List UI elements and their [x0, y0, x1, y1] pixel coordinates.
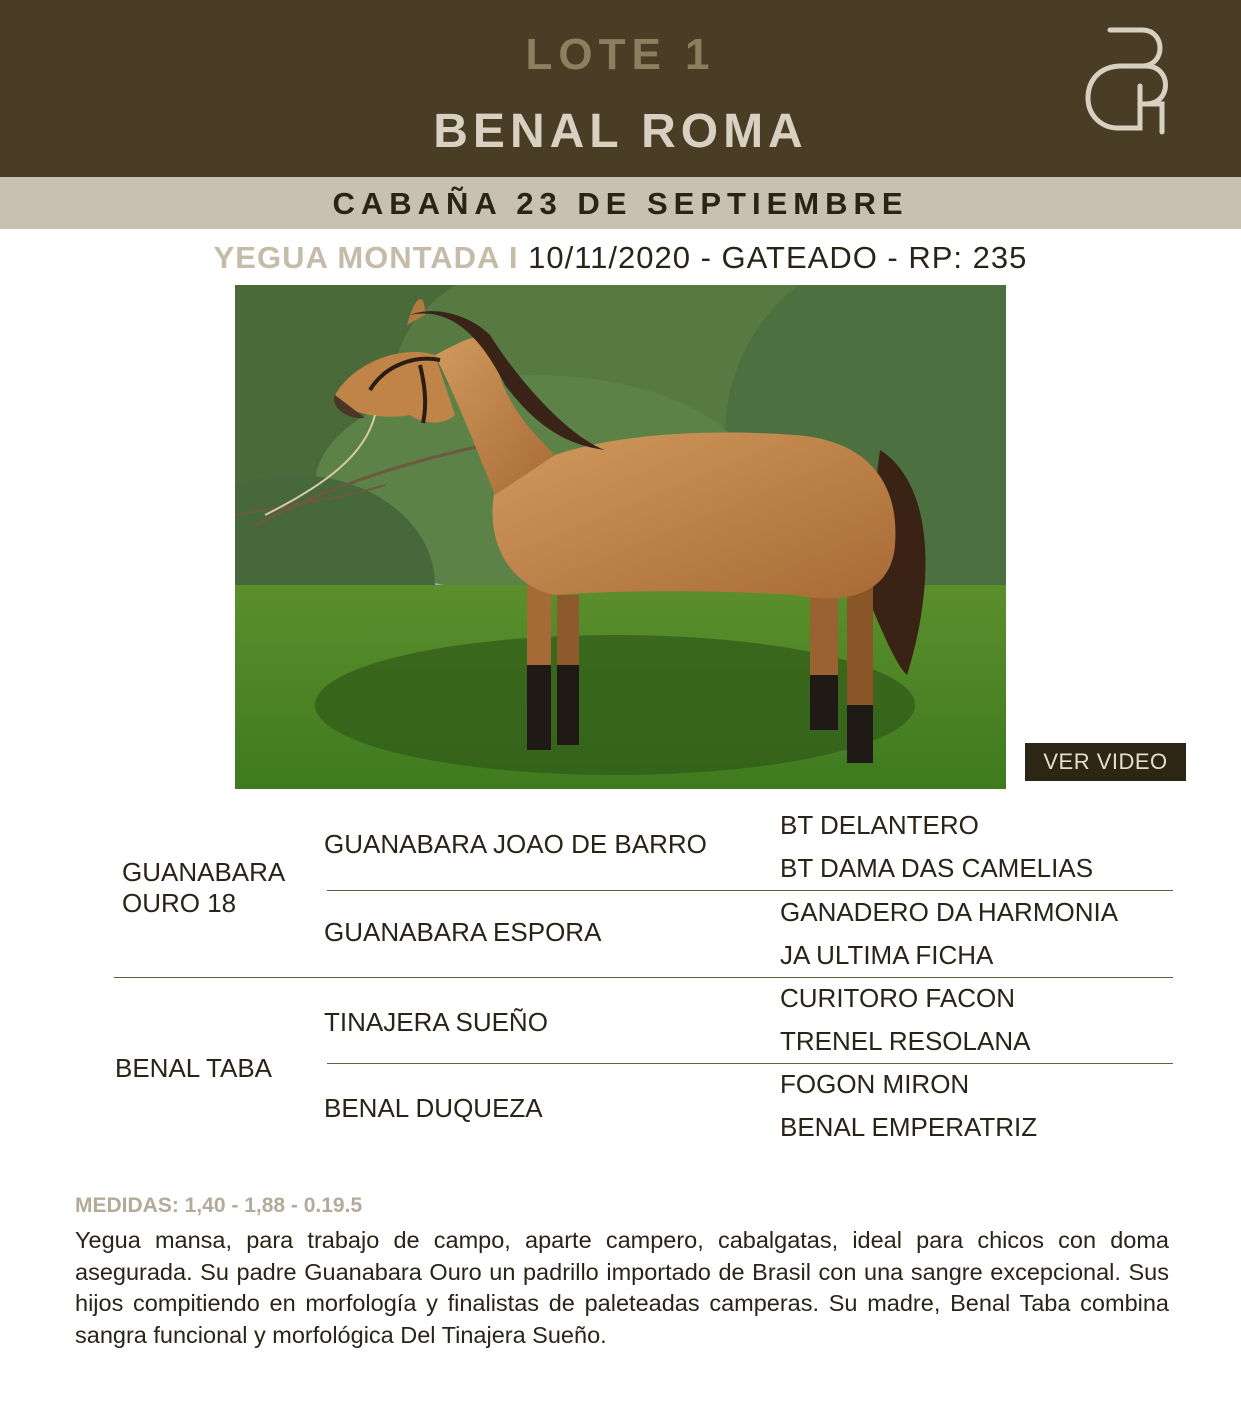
gb-monogram-icon [1080, 24, 1175, 136]
pedigree-grandparent: JA ULTIMA FICHA [780, 940, 994, 970]
pedigree-grandparent: BT DAMA DAS CAMELIAS [780, 853, 1094, 883]
pedigree-divider [327, 890, 1173, 891]
horse-photo [235, 285, 1006, 789]
pedigree-grandparent: BT DELANTERO [780, 810, 979, 840]
ver-video-button[interactable]: VER VIDEO [1025, 743, 1186, 781]
measurements: MEDIDAS: 1,40 - 1,88 - 0.19.5 [75, 1194, 363, 1217]
lot-number: LOTE 1 [525, 30, 716, 79]
category-label: YEGUA MONTADA I [213, 240, 519, 275]
pedigree-dam-dam: BENAL DUQUEZA [324, 1093, 543, 1123]
pedigree-sire-dam: GUANABARA ESPORA [324, 917, 602, 947]
header-bar [0, 0, 1241, 177]
pedigree-divider [327, 1063, 1173, 1064]
description: Yegua mansa, para trabajo de campo, aparte campero, cabalgatas, ideal para chicos con doma asegurada. Su padre Guanabara Ouro un padrillo importado de Brasil con una sangre excepcional. Sus hijos compitiendo en morfología y finalistas de paleteadas camperas. Su madre, Benal Taba combina sangra funcional y morfológica Del Tinajera Sueño. [75, 1227, 1169, 1348]
pedigree-dam-sire: TINAJERA SUEÑO [324, 1007, 548, 1037]
pedigree-grandparent: CURITORO FACON [780, 983, 1015, 1013]
pedigree-divider [114, 977, 1173, 978]
breeder-name: CABAÑA 23 DE SEPTIEMBRE [332, 186, 909, 221]
pedigree-sire: GUANABARA OURO 18 [122, 857, 284, 918]
pedigree-grandparent: BENAL EMPERATRIZ [780, 1112, 1038, 1142]
pedigree-grandparent: TRENEL RESOLANA [780, 1026, 1031, 1056]
horse-name: BENAL ROMA [433, 105, 808, 158]
pedigree-dam: BENAL TABA [115, 1053, 273, 1083]
pedigree-sire-sire: GUANABARA JOAO DE BARRO [324, 829, 707, 859]
breeder-band [0, 177, 1241, 229]
birth-coat-rp: 10/11/2020 - GATEADO - RP: 235 [528, 240, 1028, 275]
pedigree-grandparent: FOGON MIRON [780, 1069, 970, 1099]
horse-details [0, 240, 1241, 276]
pedigree-grandparent: GANADERO DA HARMONIA [780, 897, 1119, 927]
